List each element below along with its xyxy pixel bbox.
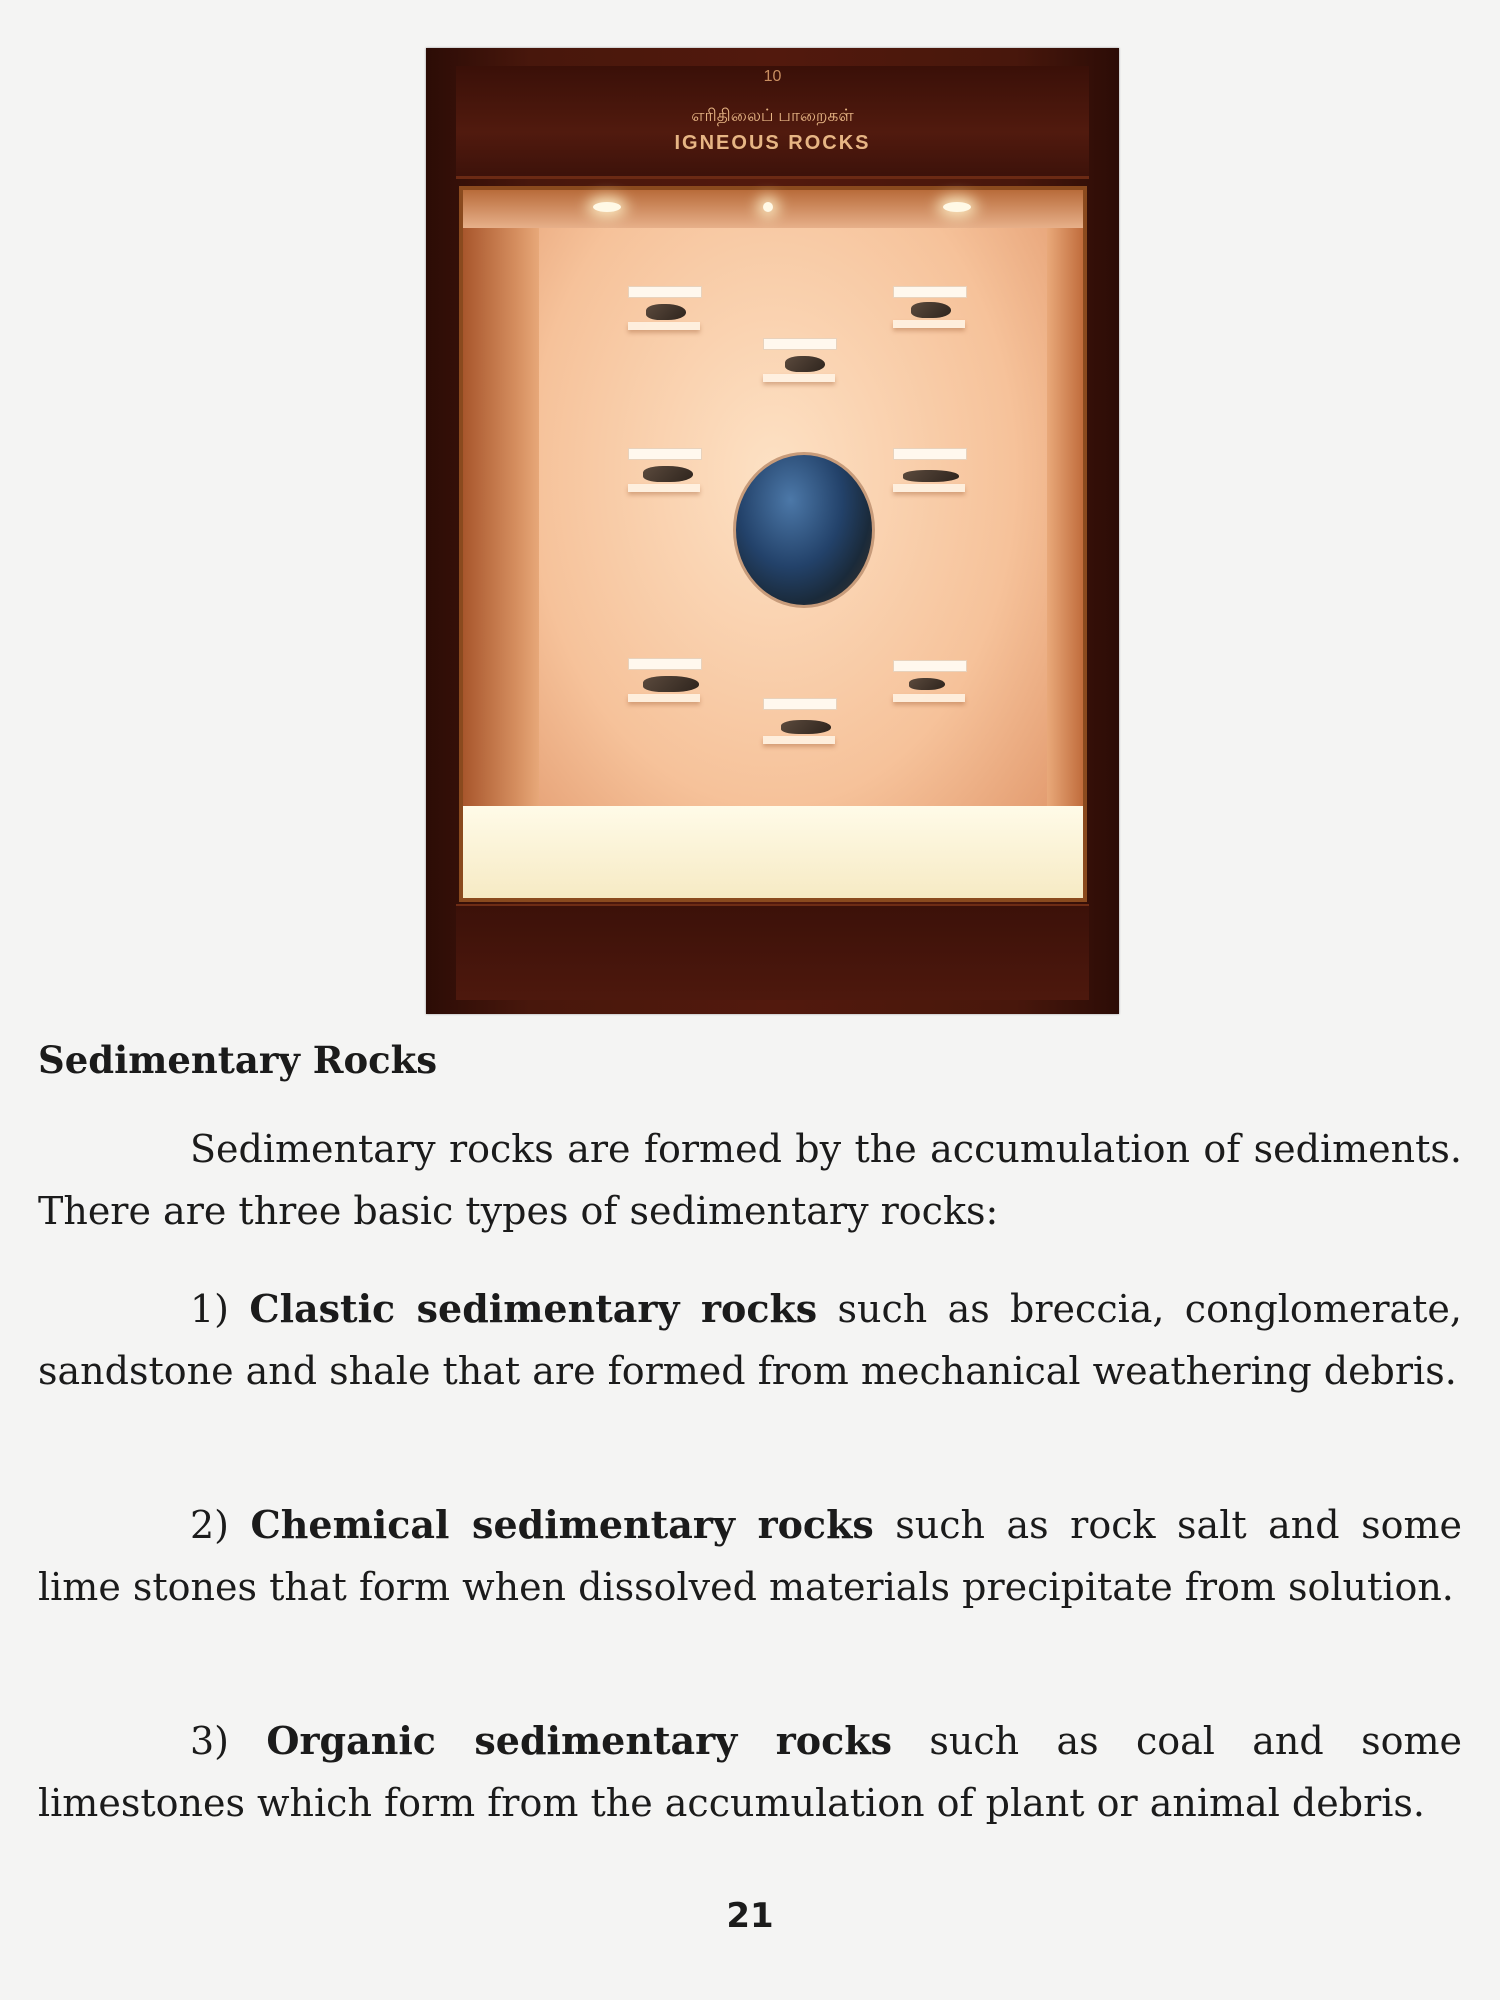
rock-specimen xyxy=(643,466,693,482)
display-floor xyxy=(463,806,1083,898)
section-heading: Sedimentary Rocks xyxy=(38,1038,438,1082)
basalt-columns-picture xyxy=(733,452,875,608)
rock-specimen xyxy=(643,676,699,692)
rock-specimen xyxy=(646,304,686,320)
item-term: Organic sedimentary rocks xyxy=(266,1718,892,1763)
specimen-label xyxy=(763,338,837,350)
list-item-chemical xyxy=(38,1494,1462,1618)
cabinet-number: 10 xyxy=(763,68,782,85)
cabinet-base xyxy=(456,904,1089,1000)
intro-paragraph xyxy=(38,1118,1462,1242)
ceiling-light-icon xyxy=(593,202,621,212)
item-number: 3) xyxy=(190,1719,230,1763)
rock-specimen xyxy=(911,302,951,318)
item-number: 1) xyxy=(190,1287,230,1331)
cabinet-header xyxy=(456,66,1089,179)
rock-specimen xyxy=(785,356,825,372)
specimen-label xyxy=(893,448,967,460)
specimen-label xyxy=(893,286,967,298)
list-item-organic xyxy=(38,1710,1462,1834)
ceiling-light-icon xyxy=(763,202,773,212)
item-text: such as breccia, conglomerate, sandstone and shale that are formed from mechanical weathering debris. xyxy=(38,1287,1462,1393)
specimen-label xyxy=(628,658,702,670)
intro-text: Sedimentary rocks are formed by the accumulation of sediments. There are three basic types of sedimentary rocks: xyxy=(38,1127,1462,1233)
specimen-label xyxy=(628,448,702,460)
item-term: Clastic sedimentary rocks xyxy=(249,1286,818,1331)
rock-specimen xyxy=(909,678,945,690)
item-text: such as coal and some limestones which form from the accumulation of plant or animal debris. xyxy=(38,1719,1462,1825)
specimen-label xyxy=(763,698,837,710)
list-item-clastic xyxy=(38,1278,1462,1402)
cabinet-sign-tamil: எரிதிலைப் பாறைகள் xyxy=(691,106,854,125)
rock-specimen xyxy=(903,470,959,482)
specimen-label xyxy=(628,286,702,298)
rock-specimen xyxy=(781,720,831,734)
specimen-label xyxy=(893,660,967,672)
item-term: Chemical sedimentary rocks xyxy=(250,1502,874,1547)
item-number: 2) xyxy=(190,1503,230,1547)
item-text: such as rock salt and some lime stones that form when dissolved materials precipitate from solution. xyxy=(38,1503,1462,1609)
ceiling-light-icon xyxy=(943,202,971,212)
cabinet-sign-english: IGNEOUS ROCKS xyxy=(674,132,871,154)
museum-display-photo xyxy=(426,48,1119,1014)
display-case-glass xyxy=(459,186,1087,902)
bleed-through-text xyxy=(1130,50,1141,101)
page-number: 21 xyxy=(726,1896,774,1936)
